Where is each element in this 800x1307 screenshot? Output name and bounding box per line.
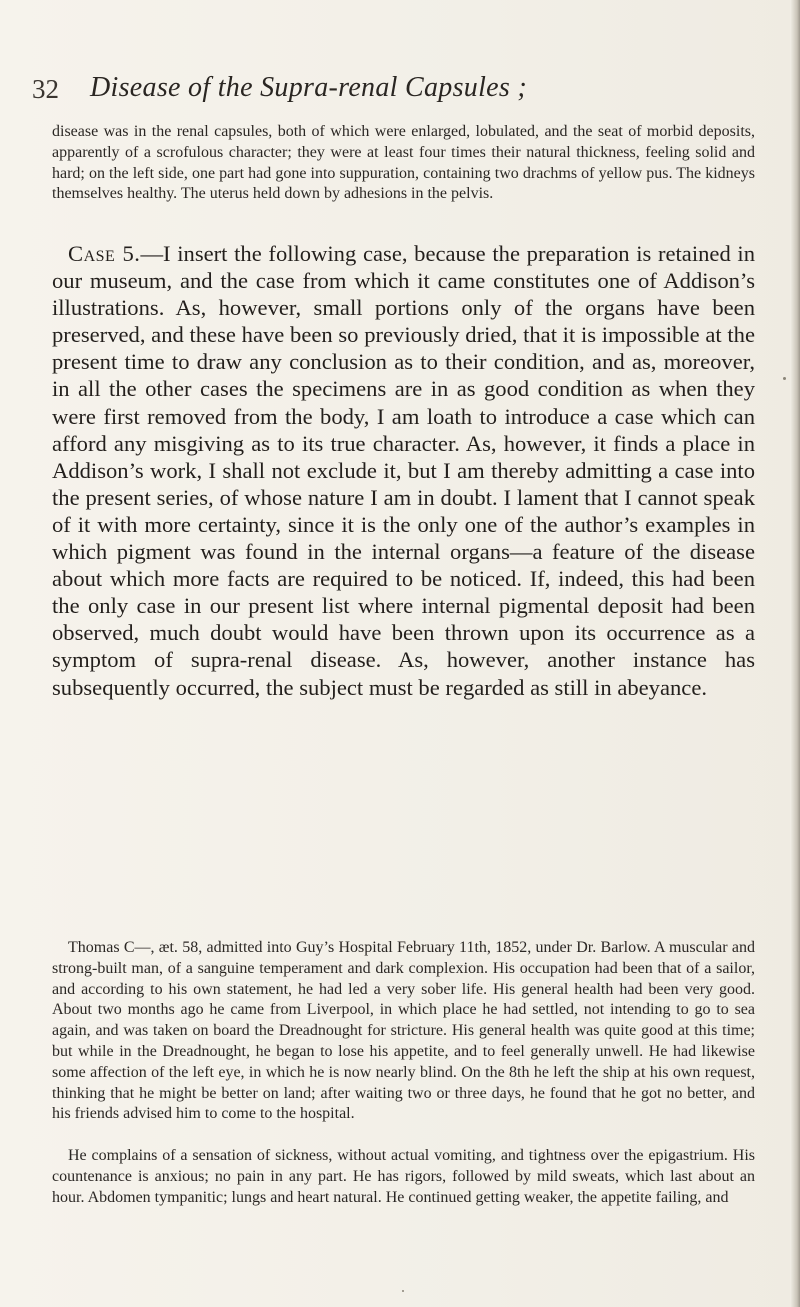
paragraph-continuation: disease was in the renal capsules, both of which were enlarged, lobulated, and the seat of morbid deposits, apparently of a scrofulous character; they were at least four times their natural thickness, feeling solid and hard; on the left side, one part had gone into suppuration, containing two drachms of yellow pus. The kidneys themselves healthy. The uterus held down by adhesions in the pelvis. bbox=[52, 123, 755, 203]
page-number: 32 bbox=[32, 74, 59, 104]
case-5-body: —I insert the following case, because the preparation is retained in our museum, and the case from which it came constitutes one of Addison’s illustrations. As, however, small portions only of the organs have been preserved, and these have been so previously dried, that it is impossible at the present time to draw any conclusion as to their condition, and as, moreover, in all the other cases the specimens are in as good condition as when they were first removed from the body, I am loath to introduce a case which can afford any misgiving as to its true character. As, however, it finds a place in Addison’s work, I shall not exclude it, but I am thereby admitting a case into the present series, of whose nature I am in doubt. I lament that I cannot speak of it with more certainty, since it is the only one of the author’s examples in which pigment was found in the internal organs—a feature of the disease about which more facts are required to be noticed. If, indeed, this had been the only case in our present list where internal pigmental deposit had been observed, much doubt would have been thrown upon its occurrence as a symptom of supra-renal disease. As, however, another instance has subsequently occurred, the subject must be regarded as still in abeyance. bbox=[52, 241, 755, 700]
paper-speck bbox=[783, 377, 786, 380]
paragraph-patient-history: Thomas C—, æt. 58, admitted into Guy’s Hospital February 11th, 1852, under Dr. Barlow. A muscular and strong-built man, of a sanguine temperament and dark complexion. His occupation had been that of a sailor, and according to his own statement, he had led a very sober life. His general health had been very good. About two months ago he came from Liverpool, in which place he had settled, not intending to go to sea again, and was taken on board the Dreadnought for stricture. His general health was quite good at this time; but while in the Dreadnought, he began to lose his appetite, and to feel generally unwell. He had likewise some affection of the left eye, in which he is now nearly blind. On the 8th he left the ship at his own request, thinking that he might be better on land; after waiting two or three days, he found that he got no better, and his friends advised him to come to the hospital. bbox=[52, 939, 755, 1123]
paragraph-symptoms: He complains of a sensation of sickness, without actual vomiting, and tightness over the epigastrium. His countenance is anxious; no pain in any part. He has rigors, followed by mild sweats, which last about an hour. Abdomen tympanitic; lungs and heart natural. He continued getting weaker, the appetite failing, and bbox=[52, 1147, 755, 1206]
paragraph-case-5 bbox=[52, 240, 755, 701]
running-title: Disease of the Supra-renal Capsules ; bbox=[90, 72, 528, 103]
paper-speck bbox=[402, 1290, 404, 1292]
page-header bbox=[32, 70, 732, 110]
page-edge-shadow bbox=[790, 0, 800, 1307]
case-label: Case 5. bbox=[68, 241, 141, 266]
